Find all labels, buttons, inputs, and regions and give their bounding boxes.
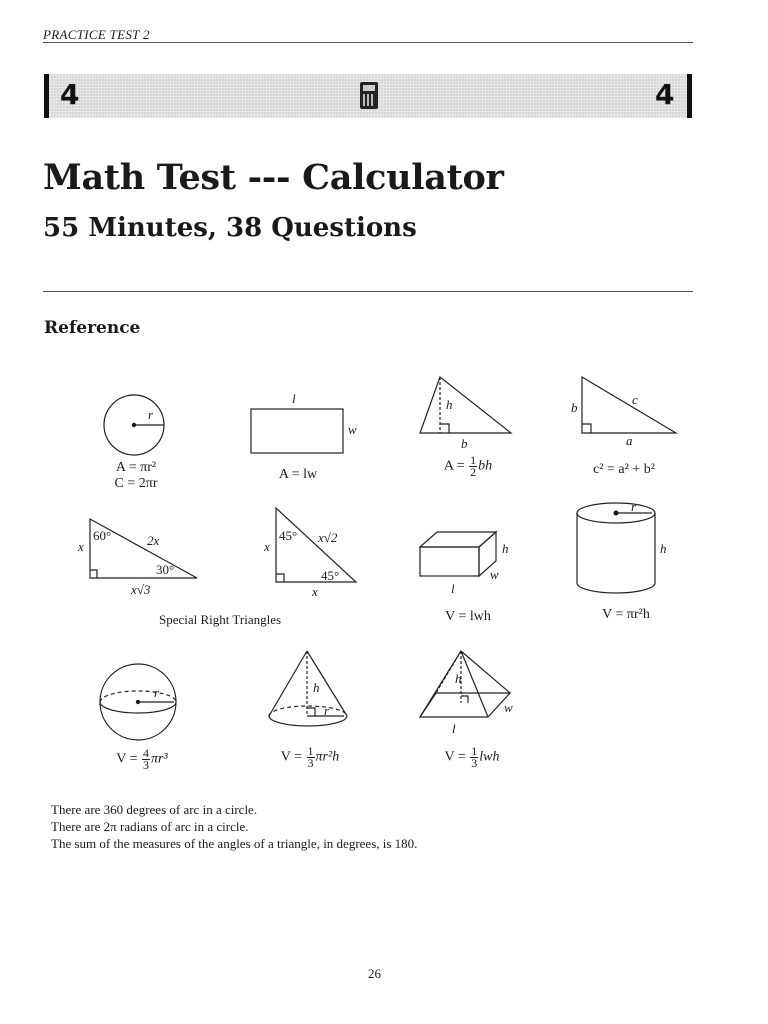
- cylinder-figure: [577, 503, 655, 593]
- section-number-right: 4: [655, 78, 675, 111]
- label-pyth-b: b: [571, 400, 578, 415]
- formula-pyramid-volume: V = $\frac{1}{3}$ lwh: [444, 744, 500, 770]
- formula-circle-area: A = πr²: [115, 460, 157, 475]
- section-number-left: 4: [60, 78, 80, 111]
- label-t45-x-bottom: x: [312, 584, 318, 599]
- formula-sphere-volume: V = $\frac{4}{3}$ πr³: [116, 746, 168, 772]
- label-t30-2x: 2x: [147, 533, 160, 548]
- triangle-figure: [420, 377, 511, 433]
- label-pyr-l: l: [452, 721, 456, 736]
- triangle-45-45-90: [276, 508, 356, 582]
- label-tri-h: h: [446, 397, 453, 412]
- reference-heading: Reference: [44, 318, 141, 338]
- formula-pythagorean: c² = a² + b²: [593, 462, 655, 477]
- cone-figure: [269, 651, 347, 726]
- label-cone-r: r: [324, 703, 330, 718]
- label-cyl-h: h: [660, 541, 667, 556]
- box-figure: [420, 532, 496, 547]
- label-t30-xr3: x√3: [131, 582, 151, 597]
- label-cone-h: h: [313, 680, 320, 695]
- label-pyth-c: c: [632, 392, 638, 407]
- label-pyth-a: a: [626, 433, 633, 448]
- formula-cone-volume: V = $\frac{1}{3}$ πr²h: [280, 744, 340, 770]
- label-t45-xr2: x√2: [318, 530, 338, 545]
- label-box-h: h: [502, 541, 509, 556]
- label-t30-60: 60°: [93, 528, 112, 543]
- fact-radians: There are 2π radians of arc in a circle.: [51, 819, 249, 834]
- label-circle-r: r: [148, 407, 154, 422]
- page-title: Math Test --- Calculator: [43, 157, 504, 198]
- formula-cylinder-volume: V = πr²h: [602, 607, 650, 622]
- page-number: 26: [368, 966, 381, 981]
- formula-rectangle-area: A = lw: [278, 467, 318, 482]
- label-t30-x: x: [78, 539, 84, 554]
- label-t45-45-top: 45°: [279, 528, 298, 543]
- label-pyr-h: h: [455, 671, 462, 686]
- rectangle-figure: [251, 409, 343, 453]
- label-box-l: l: [451, 581, 455, 596]
- label-rect-l: l: [292, 391, 296, 406]
- fact-triangle-sum: The sum of the measures of the angles of a triangle, in degrees, is 180.: [51, 836, 418, 851]
- fact-degrees: There are 360 degrees of arc in a circle.: [51, 802, 258, 817]
- label-t30-30: 30°: [156, 562, 175, 577]
- label-t45-45-bottom: 45°: [321, 568, 340, 583]
- formula-circle-circumference: C = 2πr: [114, 476, 158, 491]
- label-cyl-r: r: [631, 499, 637, 514]
- label-rect-w: w: [348, 422, 357, 437]
- running-head: PRACTICE TEST 2: [43, 27, 150, 42]
- label-pyr-w: w: [504, 700, 513, 715]
- label-box-w: w: [490, 567, 499, 582]
- page-subtitle: 55 Minutes, 38 Questions: [43, 213, 417, 243]
- formula-box-volume: V = lwh: [445, 609, 491, 624]
- label-t45-x-left: x: [264, 539, 270, 554]
- formula-circle: [94, 460, 178, 492]
- formula-triangle-area: A = $\frac{1}{2}$ bh: [443, 453, 493, 479]
- label-sphere-r: r: [154, 685, 160, 700]
- pyramid-figure: [420, 651, 510, 717]
- label-tri-b: b: [461, 436, 468, 451]
- special-triangles-caption: Special Right Triangles: [158, 612, 282, 627]
- right-triangle-figure: [582, 377, 676, 433]
